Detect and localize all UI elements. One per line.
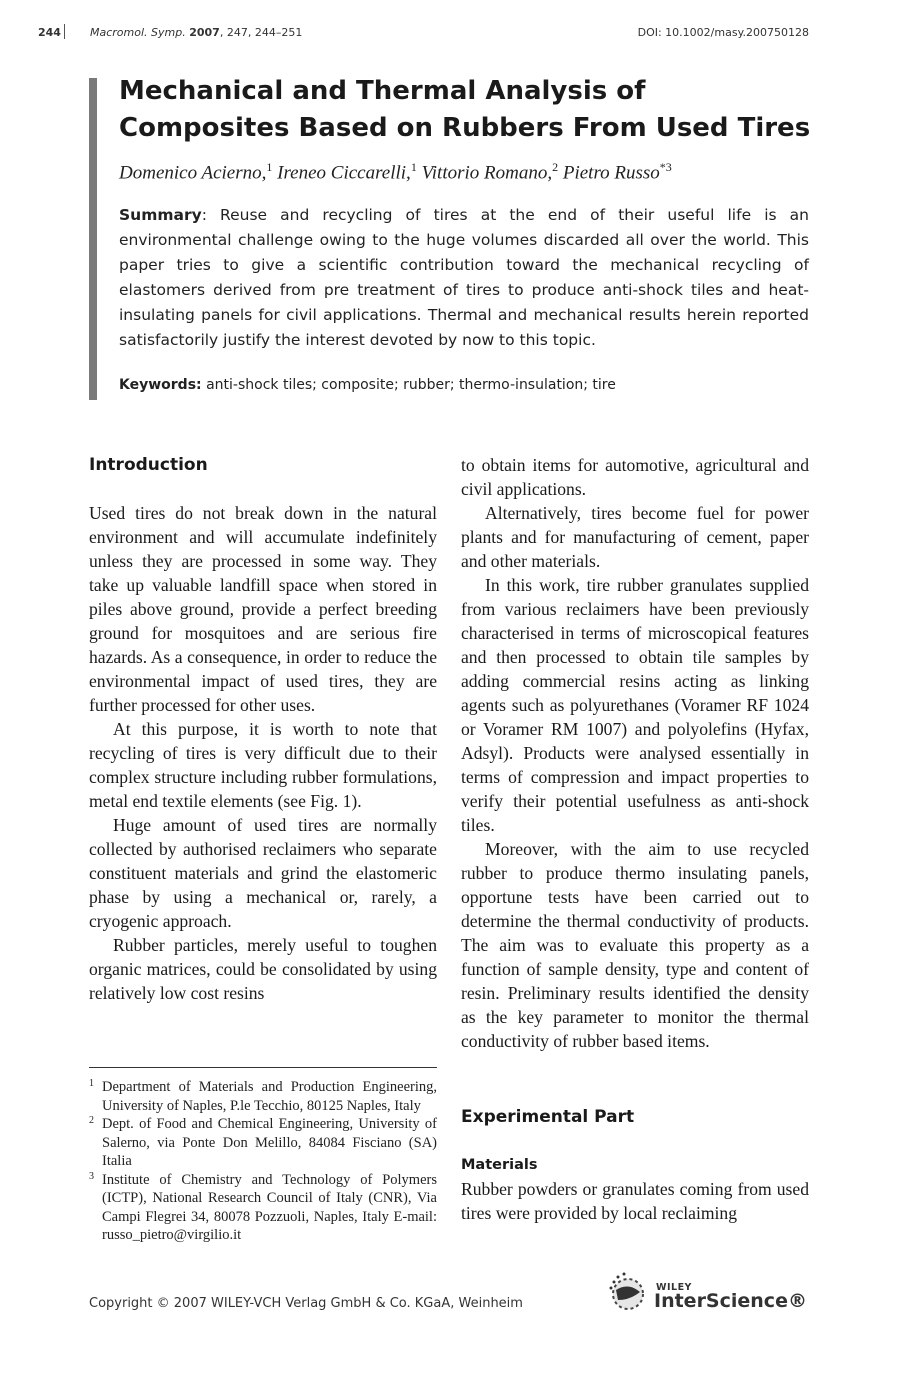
paragraph: Huge amount of used tires are normally collected by authorised reclaimers who separate constituent materials and grind the elastomeric phase by using a mechanical or, rarely, a cryogenic approach. bbox=[89, 815, 437, 931]
logo-wiley-text: WILEY bbox=[656, 1282, 692, 1293]
footnote bbox=[89, 1078, 437, 1115]
author-name: Domenico Acierno, bbox=[119, 162, 267, 184]
publisher-logo[interactable] bbox=[606, 1270, 811, 1318]
paragraph: Rubber particles, merely useful to toughen organic matrices, could be consolidated by using relatively low cost resins bbox=[89, 935, 437, 1003]
journal-year: 2007 bbox=[189, 26, 220, 39]
left-column bbox=[89, 453, 437, 1005]
subsection-heading-materials: Materials bbox=[461, 1157, 538, 1173]
footnote-mark: 1 bbox=[89, 1078, 94, 1089]
footnote-text: Institute of Chemistry and Technology of Polymers (ICTP), National Research Council of Italy (CNR), Via Campi Flegrei 34, 80078 Pozzuoli, Naples, Italy E-mail: russo_pietro@virgilio.it bbox=[102, 1171, 437, 1243]
author-affiliation-mark: 1 bbox=[266, 160, 273, 174]
paragraph: At this purpose, it is worth to note that recycling of tires is very difficult due to their complex structure including rubber formulations, metal end textile elements (see Fig. 1). bbox=[89, 719, 437, 811]
journal-citation bbox=[90, 26, 302, 39]
right-column bbox=[461, 453, 809, 1225]
paragraph: Used tires do not break down in the natural environment and will accumulate indefinitely unless they are processed in some way. They take up valuable landfill space when stored in piles above ground, provide a perfect breeding ground for mosquitoes and are serious fire hazards. As a consequence, in order to reduce the environmental impact of used tires, they are further processed for other uses. bbox=[89, 503, 437, 715]
abstract-text: : Reuse and recycling of tires at the end of their useful life is an environmental challenge owing to the huge volumes discarded all over the world. This paper tries to give a scientific contribution toward the mechanical recycling of elastomers derived from pre treatment of tires to produce anti-shock tiles and heat-insulating panels for civil applications. Thermal and mechanical results herein reported satisfactorily justify the interest devoted by now to this topic. bbox=[119, 206, 809, 349]
author-list bbox=[119, 160, 672, 184]
page-number: 244 bbox=[38, 26, 61, 39]
journal-name: Macromol. Symp. bbox=[90, 26, 186, 39]
paragraph: In this work, tire rubber granulates supplied from various reclaimers have been previously characterised in terms of microscopical features and then processed to obtain tile samples by adding commercial resins acting as linking agents such as polyurethanes (Voramer RF 1024 or Voramer RM 1007) and polyolefins (Hyfax, Adsyl). Products were analysed essentially in terms of compression and impact properties to verify their potential usefulness as anti-shock tiles. bbox=[461, 575, 809, 835]
copyright-notice: Copyright © 2007 WILEY-VCH Verlag GmbH & Co. KGaA, Weinheim bbox=[89, 1296, 523, 1311]
keywords-text: anti-shock tiles; composite; rubber; thermo-insulation; tire bbox=[201, 377, 616, 393]
abstract bbox=[119, 203, 809, 353]
doi-link[interactable]: DOI: 10.1002/masy.200750128 bbox=[637, 26, 809, 39]
footnote-mark: 3 bbox=[89, 1170, 94, 1182]
journal-volume-pages: , 247, 244–251 bbox=[219, 26, 303, 39]
paragraph: Alternatively, tires become fuel for power plants and for manufacturing of cement, paper and other materials. bbox=[461, 503, 809, 571]
author-name: Vittorio Romano, bbox=[421, 162, 553, 184]
title-accent-bar bbox=[89, 78, 97, 400]
paragraph: Moreover, with the aim to use recycled rubber to produce thermo insulating panels, opportune tests have been carried out to determine the thermal conductivity of products. The aim was to evaluate this property as a function of sample density, type and content of resin. Preliminary results identified the density as the key parameter to monitor the thermal conductivity of rubber based items. bbox=[461, 839, 809, 1051]
author-name: Pietro Russo bbox=[562, 162, 660, 184]
article-title: Mechanical and Thermal Analysis of Composites Based on Rubbers From Used Tires bbox=[119, 76, 811, 143]
author-affiliation-mark: *3 bbox=[659, 160, 672, 174]
section-heading-introduction: Introduction bbox=[89, 455, 208, 475]
running-head bbox=[0, 26, 905, 44]
keywords bbox=[119, 377, 616, 393]
keywords-label: Keywords: bbox=[119, 377, 202, 393]
author-affiliation-mark: 1 bbox=[410, 160, 417, 174]
section-heading-experimental: Experimental Part bbox=[461, 1107, 635, 1127]
page-number-divider bbox=[64, 24, 65, 39]
globe-icon bbox=[606, 1270, 654, 1318]
footnote-text: Department of Materials and Production Engineering, University of Naples, P.le Tecchio, 80125 Naples, Italy bbox=[102, 1079, 437, 1114]
footnote-text: Dept. of Food and Chemical Engineering, University of Salerno, via Ponte Don Melillo, 84084 Fisciano (SA) Italia bbox=[102, 1116, 437, 1169]
footnote bbox=[89, 1171, 437, 1245]
footnote bbox=[89, 1115, 437, 1171]
author-affiliation-mark: 2 bbox=[552, 160, 559, 174]
paragraph: to obtain items for automotive, agricultural and civil applications. bbox=[461, 455, 809, 499]
abstract-label: Summary bbox=[119, 206, 202, 224]
paragraph: Rubber powders or granulates coming from used tires were provided by local reclaiming bbox=[461, 1179, 809, 1223]
author-name: Ireneo Ciccarelli, bbox=[277, 162, 411, 184]
footnote-mark: 2 bbox=[89, 1115, 94, 1126]
footnote-divider bbox=[89, 1067, 437, 1068]
logo-interscience-text: InterScience® bbox=[654, 1290, 807, 1312]
footnotes bbox=[89, 1078, 437, 1245]
